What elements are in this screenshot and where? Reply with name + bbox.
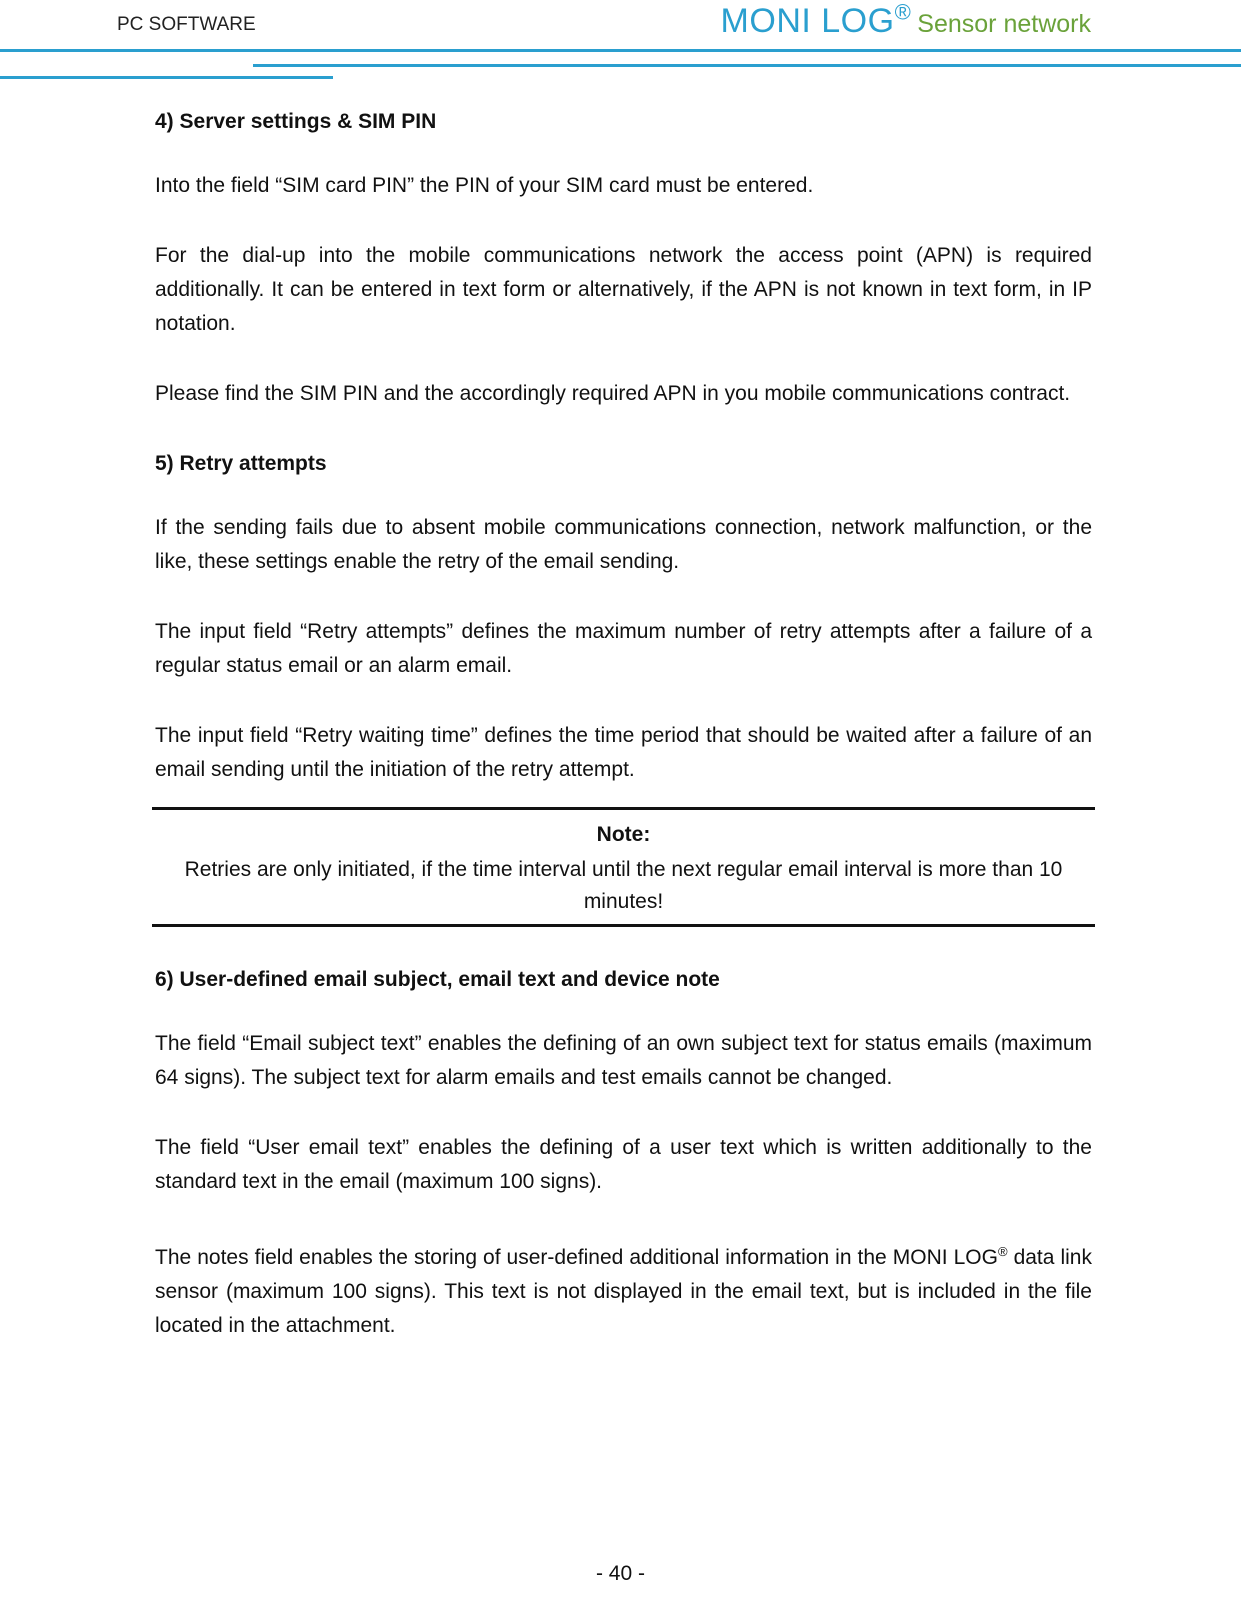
paragraph: The input field “Retry waiting time” defines the time period that should be waited after a failure of an email sending until the initiation of the retry attempt.	[155, 724, 1092, 781]
brand-suffix: Sensor network	[917, 10, 1091, 39]
note-box	[152, 807, 1095, 927]
header-rule-accent	[0, 76, 333, 79]
paragraph-text: data link sensor (maximum 100 signs). This text is not displayed in the email text, but is included in the file located in the attachment.	[155, 1246, 1092, 1337]
paragraph-text: The notes field enables the storing of user-defined additional information in the	[155, 1246, 893, 1269]
brand-name: MONI LOG	[720, 2, 895, 41]
paragraph: The input field “Retry attempts” defines the maximum number of retry attempts after a failure of a regular status email or an alarm email.	[155, 620, 1092, 677]
section-heading-retry-attempts: 5) Retry attempts	[155, 452, 327, 475]
paragraph: Into the field “SIM card PIN” the PIN of your SIM card must be entered.	[155, 174, 814, 197]
page-content	[155, 105, 1092, 1379]
note-title: Note:	[596, 823, 651, 846]
note-text: Retries are only initiated, if the time interval until the next regular email interval is more than 10 minutes!	[184, 858, 1063, 913]
section-heading-server-settings: 4) Server settings & SIM PIN	[155, 110, 437, 133]
page-number: - 40 -	[595, 1562, 645, 1585]
paragraph	[155, 1235, 1092, 1343]
inline-brand-registered: ®	[997, 1244, 1008, 1259]
paragraph: The field “Email subject text” enables the defining of an own subject text for status emails (maximum 64 signs). The subject text for alarm emails and test emails cannot be changed.	[155, 1032, 1092, 1089]
paragraph: If the sending fails due to absent mobile communications connection, network malfunction, or the like, these settings enable the retry of the email sending.	[155, 516, 1092, 573]
brand-logo	[721, 2, 912, 40]
header-rule	[0, 49, 1241, 52]
inline-brand-name	[893, 1246, 1008, 1269]
paragraph: The field “User email text” enables the defining of a user text which is written additionally to the standard text in the email (maximum 100 signs).	[155, 1136, 1092, 1193]
header-brand	[721, 0, 1091, 41]
header-rule-secondary	[253, 64, 1241, 67]
inline-brand-text: MONI LOG	[892, 1246, 998, 1269]
paragraph: For the dial-up into the mobile communications network the access point (APN) is required additionally. It can be entered in text form or alternatively, if the APN is not known in text form, in IP notation.	[155, 244, 1092, 335]
header-section-label: PC SOFTWARE	[117, 14, 256, 35]
paragraph: Please find the SIM PIN and the accordingly required APN in you mobile communications contract.	[155, 382, 1071, 405]
section-heading-user-defined-email: 6) User-defined email subject, email text and device note	[155, 968, 720, 991]
brand-registered-mark: ®	[894, 0, 912, 25]
